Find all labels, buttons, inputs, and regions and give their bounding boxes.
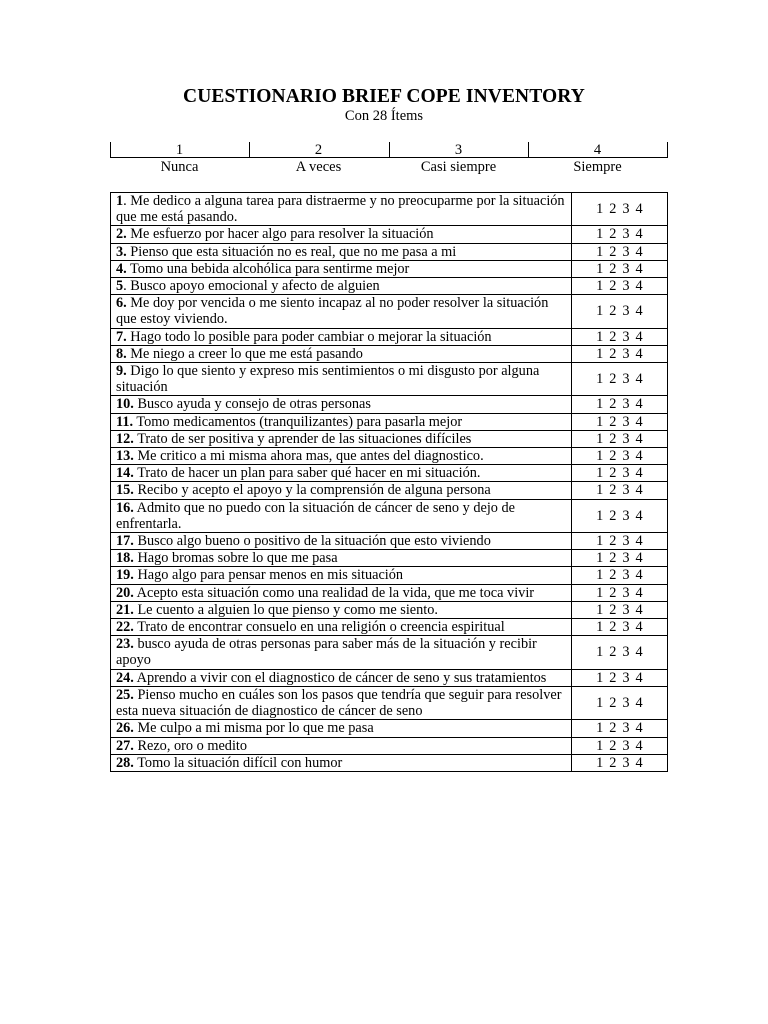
item-text: Hago bromas sobre lo que me pasa xyxy=(133,550,338,567)
response-option[interactable]: 4 xyxy=(635,465,643,482)
item-row xyxy=(111,345,668,362)
item-text: Trato de hacer un plan para saber qué hacer en mi situación. xyxy=(133,465,481,482)
response-option[interactable]: 3 xyxy=(622,413,630,430)
response-option[interactable]: 3 xyxy=(622,720,630,737)
response-option[interactable]: 1 xyxy=(596,694,604,711)
response-option[interactable]: 2 xyxy=(609,243,617,260)
item-number: 10. xyxy=(116,396,134,413)
item-question xyxy=(111,260,572,277)
response-option[interactable]: 1 xyxy=(596,737,604,754)
item-response-options[interactable] xyxy=(571,448,667,465)
item-row xyxy=(111,448,668,465)
item-row xyxy=(111,499,668,532)
item-row xyxy=(111,396,668,413)
response-option[interactable]: 4 xyxy=(635,303,643,320)
item-question xyxy=(111,363,572,396)
item-response-options[interactable] xyxy=(571,345,667,362)
response-option[interactable]: 1 xyxy=(596,550,604,567)
response-option[interactable]: 4 xyxy=(635,448,643,465)
item-row xyxy=(111,584,668,601)
response-option[interactable]: 3 xyxy=(622,226,630,243)
response-option[interactable]: 3 xyxy=(622,669,630,686)
response-option[interactable]: 2 xyxy=(609,328,617,345)
response-option[interactable]: 2 xyxy=(609,601,617,618)
response-option[interactable]: 4 xyxy=(635,413,643,430)
response-option[interactable]: 1 xyxy=(596,413,604,430)
item-number: 19. xyxy=(116,567,134,584)
item-response-options[interactable] xyxy=(571,669,667,686)
item-response-options[interactable] xyxy=(571,754,667,771)
item-number: 18. xyxy=(116,550,134,567)
response-option[interactable]: 4 xyxy=(635,533,643,550)
item-text: Tomo una bebida alcohólica para sentirme mejor xyxy=(126,260,410,277)
item-number: 1 xyxy=(116,193,124,209)
response-option[interactable]: 3 xyxy=(622,243,630,260)
items-table xyxy=(110,192,668,772)
item-response-options[interactable] xyxy=(571,260,667,277)
item-row xyxy=(111,669,668,686)
response-option[interactable]: 2 xyxy=(609,737,617,754)
item-text: Me doy por vencida o me siento incapaz al no poder resolver la situación que estoy viviendo. xyxy=(116,295,549,328)
item-question xyxy=(111,226,572,243)
response-option[interactable]: 1 xyxy=(596,201,604,218)
item-row xyxy=(111,482,668,499)
item-text: Me culpo a mi misma por lo que me pasa xyxy=(133,720,374,737)
response-option[interactable]: 4 xyxy=(635,754,643,771)
item-question xyxy=(111,754,572,771)
response-option[interactable]: 4 xyxy=(635,644,643,661)
item-text: Hago algo para pensar menos en mis situación xyxy=(133,567,404,584)
response-option[interactable]: 3 xyxy=(622,328,630,345)
response-option[interactable]: 3 xyxy=(622,754,630,771)
item-number: 8. xyxy=(116,345,127,362)
response-option[interactable]: 2 xyxy=(609,482,617,499)
item-number: 7. xyxy=(116,328,127,345)
item-response-options[interactable] xyxy=(571,243,667,260)
item-number-separator: . xyxy=(123,193,127,209)
item-question xyxy=(111,601,572,618)
item-question xyxy=(111,686,572,719)
response-option[interactable]: 1 xyxy=(596,644,604,661)
item-response-options[interactable] xyxy=(571,226,667,243)
response-option[interactable]: 3 xyxy=(622,448,630,465)
response-option[interactable]: 3 xyxy=(622,278,630,295)
response-option[interactable]: 2 xyxy=(609,533,617,550)
item-response-options[interactable] xyxy=(571,363,667,396)
item-number: 27. xyxy=(116,737,134,754)
item-number: 17. xyxy=(116,533,134,550)
item-number: 11. xyxy=(116,413,134,430)
item-row xyxy=(111,720,668,737)
response-option[interactable]: 1 xyxy=(596,345,604,362)
document-subtitle: Con 28 Ítems xyxy=(344,108,424,124)
item-response-options[interactable] xyxy=(571,328,667,345)
item-response-options[interactable] xyxy=(571,193,667,226)
response-option[interactable]: 4 xyxy=(635,260,643,277)
response-option[interactable]: 2 xyxy=(609,567,617,584)
item-question xyxy=(111,619,572,636)
item-response-options[interactable] xyxy=(571,720,667,737)
item-number: 21. xyxy=(116,601,134,618)
item-text: Busco apoyo emocional y afecto de alguien xyxy=(126,278,380,295)
item-question xyxy=(111,328,572,345)
item-number: 16. xyxy=(116,499,134,516)
response-scale xyxy=(110,142,668,178)
response-option[interactable]: 1 xyxy=(596,720,604,737)
item-row xyxy=(111,636,668,669)
item-row xyxy=(111,619,668,636)
response-option[interactable]: 2 xyxy=(609,644,617,661)
response-option[interactable]: 3 xyxy=(622,507,630,524)
item-question xyxy=(111,448,572,465)
item-response-options[interactable] xyxy=(571,619,667,636)
item-response-options[interactable] xyxy=(571,396,667,413)
response-option[interactable]: 1 xyxy=(596,260,604,277)
item-question xyxy=(111,430,572,447)
response-option[interactable]: 3 xyxy=(622,430,630,447)
item-number: 26. xyxy=(116,720,134,737)
response-option[interactable]: 3 xyxy=(622,567,630,584)
response-option[interactable]: 3 xyxy=(622,644,630,661)
scale-label: Casi siempre xyxy=(420,159,497,175)
item-row xyxy=(111,413,668,430)
response-option[interactable]: 2 xyxy=(609,345,617,362)
response-option[interactable]: 3 xyxy=(622,737,630,754)
response-option[interactable]: 4 xyxy=(635,201,643,218)
response-option[interactable]: 1 xyxy=(596,754,604,771)
item-number: 9. xyxy=(116,363,127,380)
item-number: 20. xyxy=(116,584,134,601)
response-option[interactable]: 1 xyxy=(596,243,604,260)
scale-label: Nunca xyxy=(160,159,199,175)
item-response-options[interactable] xyxy=(571,482,667,499)
response-option[interactable]: 1 xyxy=(596,584,604,601)
item-text: Busco ayuda y consejo de otras personas xyxy=(133,396,371,413)
item-question xyxy=(111,465,572,482)
item-question xyxy=(111,295,572,328)
response-option[interactable]: 1 xyxy=(596,533,604,550)
item-text: Aprendo a vivir con el diagnostico de cáncer de seno y sus tratamientos xyxy=(133,669,547,686)
response-option[interactable]: 4 xyxy=(635,720,643,737)
item-number: 25. xyxy=(116,686,134,703)
response-option[interactable]: 3 xyxy=(622,550,630,567)
response-option[interactable]: 1 xyxy=(596,328,604,345)
response-option[interactable]: 3 xyxy=(622,303,630,320)
item-number: 23. xyxy=(116,636,134,653)
item-row xyxy=(111,278,668,295)
response-option[interactable]: 4 xyxy=(635,345,643,362)
item-number: 14. xyxy=(116,465,134,482)
scale-number: 2 xyxy=(314,142,323,158)
response-option[interactable]: 4 xyxy=(635,328,643,345)
item-text: Me dedico a alguna tarea para distraerme y no preocuparme por la situación que me está pasando. xyxy=(116,193,565,226)
item-text: Le cuento a alguien lo que pienso y como me siento. xyxy=(133,601,438,618)
item-row xyxy=(111,193,668,226)
item-number: 28. xyxy=(116,754,134,771)
response-option[interactable]: 2 xyxy=(609,584,617,601)
response-option[interactable]: 4 xyxy=(635,584,643,601)
item-number: 24. xyxy=(116,669,134,686)
response-option[interactable]: 3 xyxy=(622,201,630,218)
scale-tick xyxy=(667,142,668,158)
item-response-options[interactable] xyxy=(571,413,667,430)
item-response-options[interactable] xyxy=(571,686,667,719)
response-option[interactable]: 2 xyxy=(609,669,617,686)
item-question xyxy=(111,720,572,737)
response-option[interactable]: 4 xyxy=(635,243,643,260)
item-response-options[interactable] xyxy=(571,737,667,754)
item-text: Trato de encontrar consuelo en una religión o creencia espiritual xyxy=(133,619,505,636)
item-text: Admito que no puedo con la situación de cáncer de seno y dejo de enfrentarla. xyxy=(116,499,516,532)
item-question xyxy=(111,737,572,754)
item-response-options[interactable] xyxy=(571,278,667,295)
item-question xyxy=(111,278,572,295)
response-option[interactable]: 1 xyxy=(596,278,604,295)
item-response-options[interactable] xyxy=(571,465,667,482)
item-row xyxy=(111,550,668,567)
scale-number: 4 xyxy=(593,142,602,158)
response-option[interactable]: 4 xyxy=(635,278,643,295)
response-option[interactable]: 2 xyxy=(609,448,617,465)
response-option[interactable]: 1 xyxy=(596,619,604,636)
item-row xyxy=(111,260,668,277)
item-question xyxy=(111,243,572,260)
item-text: Busco algo bueno o positivo de la situación que esto viviendo xyxy=(133,533,491,550)
response-option[interactable]: 4 xyxy=(635,619,643,636)
scale-label: Siempre xyxy=(573,159,622,175)
item-text: Recibo y acepto el apoyo y la comprensión de alguna persona xyxy=(133,482,491,499)
item-number: 22. xyxy=(116,619,134,636)
response-option[interactable]: 2 xyxy=(609,260,617,277)
response-option[interactable]: 4 xyxy=(635,507,643,524)
item-response-options[interactable] xyxy=(571,550,667,567)
response-option[interactable]: 1 xyxy=(596,465,604,482)
response-option[interactable]: 2 xyxy=(609,303,617,320)
response-option[interactable]: 2 xyxy=(609,396,617,413)
item-text: Tomo la situación difícil con humor xyxy=(133,754,343,771)
response-option[interactable]: 4 xyxy=(635,737,643,754)
item-question xyxy=(111,345,572,362)
response-option[interactable]: 3 xyxy=(622,465,630,482)
response-option[interactable]: 3 xyxy=(622,584,630,601)
item-text: busco ayuda de otras personas para saber más de la situación y recibir apoyo xyxy=(116,636,537,669)
response-option[interactable]: 4 xyxy=(635,482,643,499)
item-response-options[interactable] xyxy=(571,567,667,584)
item-number: 15. xyxy=(116,482,134,499)
item-text: Rezo, oro o medito xyxy=(133,737,248,754)
scale-label: A veces xyxy=(295,159,342,175)
item-number-separator: . xyxy=(123,278,127,295)
item-response-options[interactable] xyxy=(571,601,667,618)
item-row xyxy=(111,328,668,345)
response-option[interactable]: 1 xyxy=(596,226,604,243)
response-option[interactable]: 2 xyxy=(609,619,617,636)
response-option[interactable]: 4 xyxy=(635,430,643,447)
response-option[interactable]: 4 xyxy=(635,567,643,584)
item-question xyxy=(111,413,572,430)
response-option[interactable]: 4 xyxy=(635,371,643,388)
response-option[interactable]: 1 xyxy=(596,371,604,388)
item-question xyxy=(111,550,572,567)
response-option[interactable]: 2 xyxy=(609,465,617,482)
item-question xyxy=(111,396,572,413)
response-option[interactable]: 4 xyxy=(635,550,643,567)
item-number: 5 xyxy=(116,278,124,295)
response-option[interactable]: 3 xyxy=(622,694,630,711)
response-option[interactable]: 3 xyxy=(622,533,630,550)
item-question xyxy=(111,482,572,499)
item-row xyxy=(111,295,668,328)
response-option[interactable]: 3 xyxy=(622,260,630,277)
item-response-options[interactable] xyxy=(571,430,667,447)
response-option[interactable]: 4 xyxy=(635,396,643,413)
response-option[interactable]: 3 xyxy=(622,345,630,362)
item-row xyxy=(111,430,668,447)
response-option[interactable]: 3 xyxy=(622,482,630,499)
item-text: Me critico a mi misma ahora mas, que antes del diagnostico. xyxy=(133,448,484,465)
item-row xyxy=(111,754,668,771)
item-text: Acepto esta situación como una realidad de la vida, que me toca vivir xyxy=(133,584,535,601)
response-option[interactable]: 2 xyxy=(609,550,617,567)
item-text: Me esfuerzo por hacer algo para resolver la situación xyxy=(126,226,434,243)
response-option[interactable]: 3 xyxy=(622,619,630,636)
response-option[interactable]: 4 xyxy=(635,601,643,618)
item-response-options[interactable] xyxy=(571,295,667,328)
response-option[interactable]: 1 xyxy=(596,601,604,618)
item-text: Digo lo que siento y expreso mis sentimientos o mi disgusto por alguna situación xyxy=(116,363,540,396)
response-option[interactable]: 2 xyxy=(609,226,617,243)
response-option[interactable]: 4 xyxy=(635,226,643,243)
item-number: 6. xyxy=(116,295,127,312)
response-option[interactable]: 3 xyxy=(622,601,630,618)
scale-number: 3 xyxy=(454,142,463,158)
response-option[interactable]: 3 xyxy=(622,371,630,388)
response-option[interactable]: 4 xyxy=(635,669,643,686)
item-question xyxy=(111,567,572,584)
response-option[interactable]: 2 xyxy=(609,201,617,218)
item-text: Tomo medicamentos (tranquilizantes) para pasarla mejor xyxy=(133,413,463,430)
item-question xyxy=(111,499,572,532)
item-row xyxy=(111,226,668,243)
response-option[interactable]: 2 xyxy=(609,694,617,711)
item-number: 4. xyxy=(116,260,127,277)
item-question xyxy=(111,533,572,550)
item-row xyxy=(111,533,668,550)
item-text: Pienso que esta situación no es real, que no me pasa a mi xyxy=(126,243,457,260)
item-row xyxy=(111,243,668,260)
response-option[interactable]: 1 xyxy=(596,448,604,465)
response-option[interactable]: 1 xyxy=(596,430,604,447)
item-question xyxy=(111,636,572,669)
response-option[interactable]: 1 xyxy=(596,567,604,584)
document-title: CUESTIONARIO BRIEF COPE INVENTORY xyxy=(183,86,585,107)
item-row xyxy=(111,601,668,618)
item-row xyxy=(111,363,668,396)
item-text: Pienso mucho en cuáles son los pasos que tendría que seguir para resolver esta nueva situación de diagnostico de cáncer de seno xyxy=(116,686,562,720)
response-option[interactable]: 2 xyxy=(609,507,617,524)
item-question xyxy=(111,193,572,226)
response-option[interactable]: 2 xyxy=(609,278,617,295)
response-option[interactable]: 2 xyxy=(609,413,617,430)
response-option[interactable]: 1 xyxy=(596,482,604,499)
item-row xyxy=(111,567,668,584)
item-row xyxy=(111,686,668,719)
item-number: 13. xyxy=(116,448,134,465)
response-option[interactable]: 2 xyxy=(609,430,617,447)
item-text: Trato de ser positiva y aprender de las situaciones difíciles xyxy=(133,430,472,447)
item-response-options[interactable] xyxy=(571,636,667,669)
item-response-options[interactable] xyxy=(571,584,667,601)
item-number: 3. xyxy=(116,243,127,260)
item-row xyxy=(111,737,668,754)
item-row xyxy=(111,465,668,482)
response-option[interactable]: 1 xyxy=(596,669,604,686)
item-number: 12. xyxy=(116,430,134,447)
item-question xyxy=(111,669,572,686)
response-option[interactable]: 4 xyxy=(635,694,643,711)
response-option[interactable]: 3 xyxy=(622,396,630,413)
item-response-options[interactable] xyxy=(571,533,667,550)
scale-number: 1 xyxy=(175,142,184,158)
item-text: Me niego a creer lo que me está pasando xyxy=(126,345,363,362)
item-number: 2. xyxy=(116,226,127,243)
response-option[interactable]: 2 xyxy=(609,720,617,737)
response-option[interactable]: 2 xyxy=(609,754,617,771)
item-text: Hago todo lo posible para poder cambiar o mejorar la situación xyxy=(126,328,492,345)
item-question xyxy=(111,584,572,601)
response-option[interactable]: 1 xyxy=(596,507,604,524)
response-option[interactable]: 1 xyxy=(596,396,604,413)
response-option[interactable]: 1 xyxy=(596,303,604,320)
item-response-options[interactable] xyxy=(571,499,667,532)
response-option[interactable]: 2 xyxy=(609,371,617,388)
